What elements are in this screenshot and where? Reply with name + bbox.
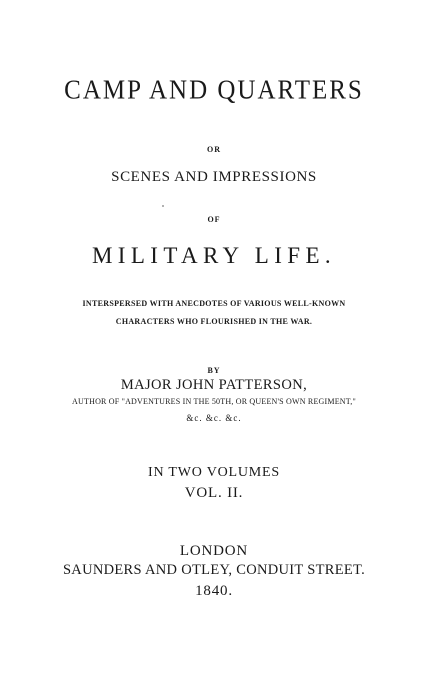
publisher-name: SAUNDERS AND OTLEY, CONDUIT STREET.: [62, 562, 366, 578]
print-speck: [162, 205, 164, 207]
by-connector: BY: [207, 366, 221, 375]
author-name: MAJOR JOHN PATTERSON,: [120, 377, 308, 393]
book-subject: MILITARY LIFE.: [91, 243, 337, 268]
author-credentials: AUTHOR OF "ADVENTURES IN THE 50TH, OR QUEEN'S OWN REGIMENT,": [72, 397, 356, 406]
publication-year: 1840.: [195, 583, 233, 599]
publication-city: LONDON: [179, 543, 249, 559]
interspersed-line-1: INTERSPERSED WITH ANECDOTES OF VARIOUS WELL-KNOWN: [82, 299, 346, 308]
volume-number: VOL. II.: [184, 485, 244, 501]
volume-count: IN TWO VOLUMES: [147, 465, 280, 480]
of-connector: OF: [207, 215, 221, 224]
book-title: CAMP AND QUARTERS: [64, 75, 364, 106]
or-connector: OR: [207, 145, 221, 154]
etcetera: &c. &c. &c.: [186, 413, 242, 423]
interspersed-line-2: CHARACTERS WHO FLOURISHED IN THE WAR.: [115, 317, 313, 326]
book-subtitle: SCENES AND IMPRESSIONS: [111, 169, 317, 185]
